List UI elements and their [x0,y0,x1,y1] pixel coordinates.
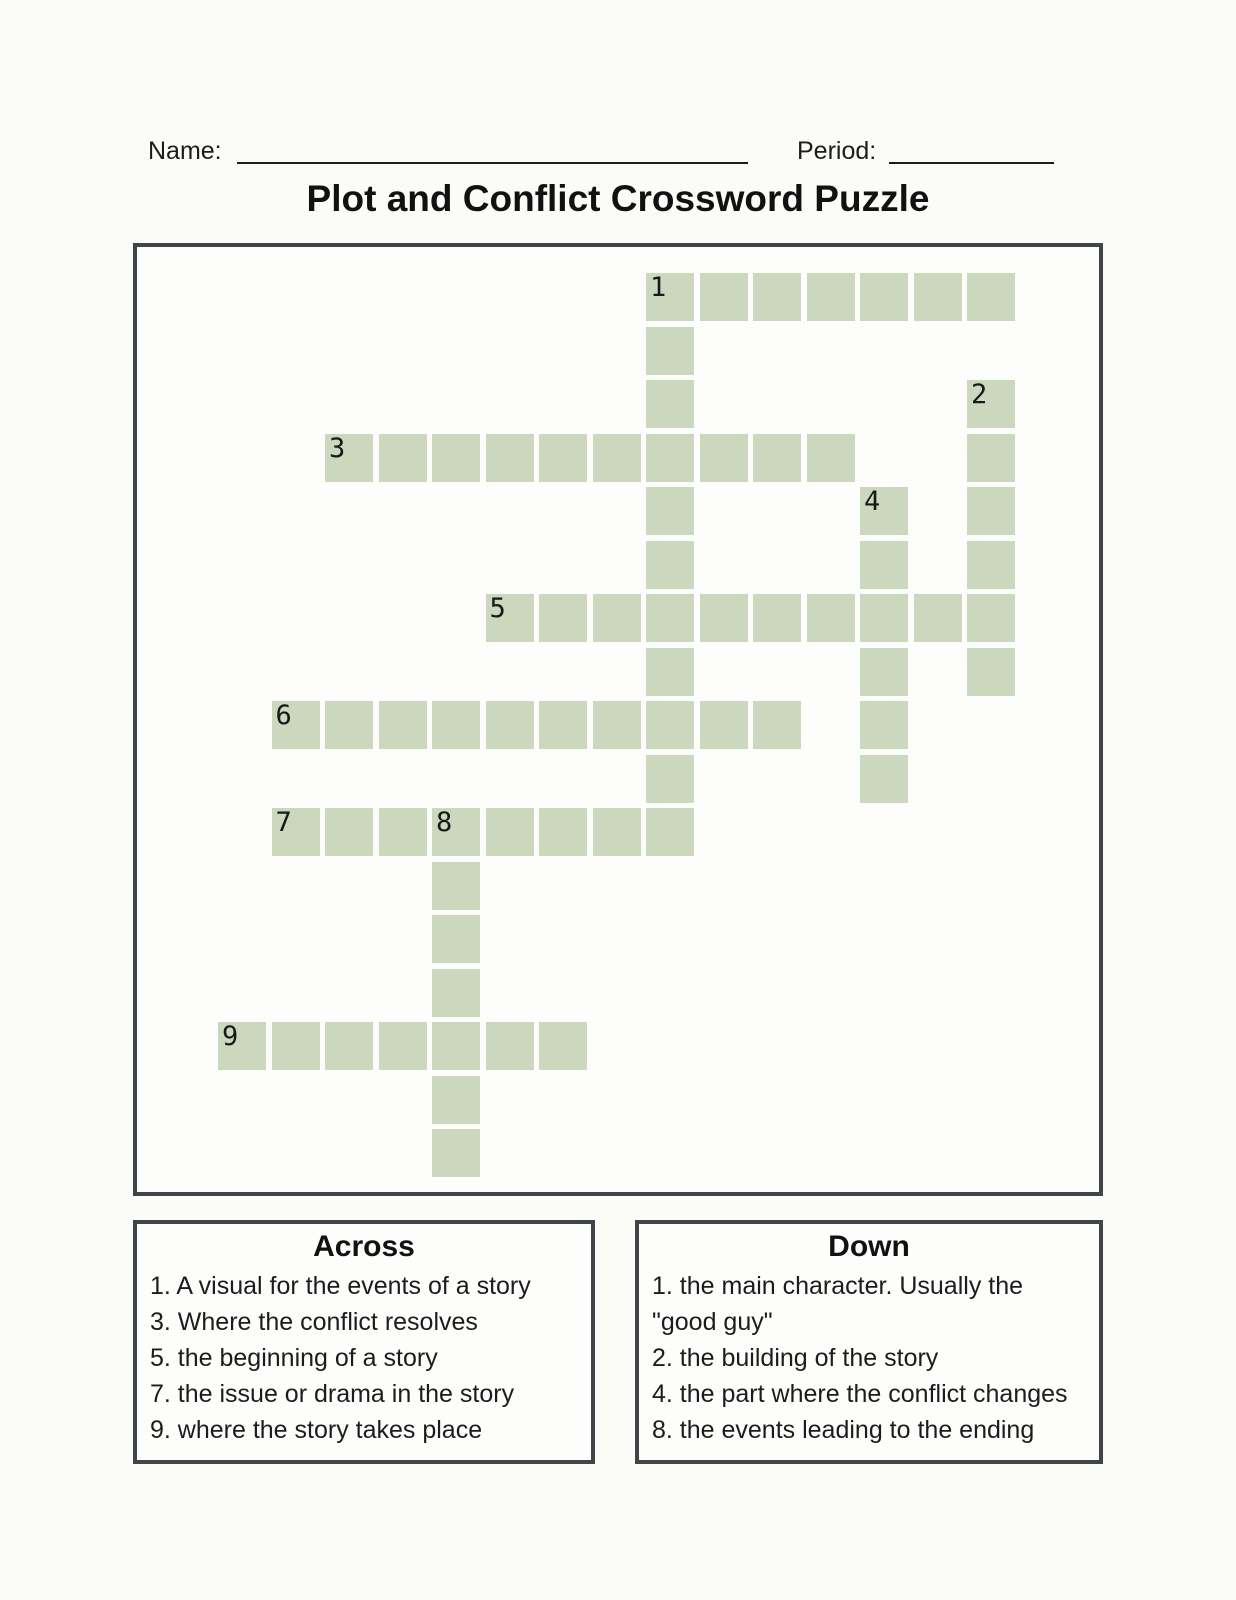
grid-cell[interactable] [700,701,748,749]
grid-cell[interactable] [753,434,801,482]
grid-cell[interactable] [432,862,480,910]
clue-item: 4. the part where the conflict changes [652,1380,1068,1408]
grid-cell[interactable] [432,915,480,963]
grid-cell[interactable] [646,648,694,696]
clue-item: 7. the issue or drama in the story [150,1380,515,1408]
grid-cell[interactable] [646,808,694,856]
clue-item: 1. the main character. Usually the [652,1272,1024,1300]
grid-cell[interactable] [700,434,748,482]
name-label: Name: [148,137,222,165]
grid-cell[interactable] [860,487,908,535]
down-title: Down [828,1230,910,1263]
grid-cell[interactable] [593,594,641,642]
across-clues-box [133,1220,595,1464]
name-input-line[interactable] [237,136,748,164]
grid-cell[interactable] [272,1022,320,1070]
clue-number: 6 [275,700,292,731]
clue-item: "good guy" [652,1308,773,1336]
grid-cell[interactable] [539,701,587,749]
grid-cell[interactable] [646,434,694,482]
grid-cell[interactable] [486,594,534,642]
grid-cell[interactable] [967,487,1015,535]
clue-item: 2. the building of the story [652,1344,939,1372]
grid-cell[interactable] [646,701,694,749]
across-clue-list [137,1268,591,1448]
grid-cell[interactable] [646,487,694,535]
grid-cell[interactable] [860,273,908,321]
grid-cell[interactable] [486,808,534,856]
grid-cell[interactable] [486,701,534,749]
grid-cell[interactable] [539,1022,587,1070]
clue-number: 5 [489,593,506,624]
grid-cell[interactable] [272,701,320,749]
grid-cell[interactable] [432,969,480,1017]
clue-item: 3. Where the conflict resolves [150,1308,478,1336]
grid-cell[interactable] [753,701,801,749]
grid-cell[interactable] [967,541,1015,589]
grid-cell[interactable] [753,273,801,321]
grid-cell[interactable] [646,273,694,321]
grid-cell[interactable] [432,808,480,856]
grid-cell[interactable] [914,594,962,642]
crossword-grid [133,243,1103,1196]
grid-cell[interactable] [700,594,748,642]
clue-item: 9. where the story takes place [150,1416,483,1444]
grid-cell[interactable] [432,1129,480,1177]
clue-number: 2 [971,379,988,410]
clue-number: 1 [650,272,667,303]
period-input-line[interactable] [889,136,1054,164]
grid-cell[interactable] [379,1022,427,1070]
clue-number: 7 [275,807,292,838]
grid-cell[interactable] [860,648,908,696]
grid-cell[interactable] [325,434,373,482]
grid-cell[interactable] [753,594,801,642]
grid-cell[interactable] [646,755,694,803]
grid-cell[interactable] [486,434,534,482]
grid-cell[interactable] [379,808,427,856]
grid-cell[interactable] [967,273,1015,321]
clue-number: 9 [222,1021,239,1052]
grid-cell[interactable] [218,1022,266,1070]
grid-cell[interactable] [432,1076,480,1124]
down-clue-list [639,1268,1099,1448]
grid-cell[interactable] [967,594,1015,642]
grid-cell[interactable] [807,434,855,482]
grid-cell[interactable] [379,434,427,482]
grid-cell[interactable] [700,273,748,321]
grid-cell[interactable] [539,594,587,642]
grid-cell[interactable] [593,701,641,749]
grid-cell[interactable] [646,380,694,428]
grid-cell[interactable] [539,808,587,856]
grid-cell[interactable] [432,1022,480,1070]
grid-cell[interactable] [807,594,855,642]
grid-cell[interactable] [807,273,855,321]
grid-cell[interactable] [379,701,427,749]
clue-number: 4 [864,486,881,517]
grid-cell[interactable] [325,1022,373,1070]
grid-cell[interactable] [860,701,908,749]
clue-item: 1. A visual for the events of a story [150,1272,531,1300]
grid-cell[interactable] [646,594,694,642]
grid-cell[interactable] [325,808,373,856]
grid-cell[interactable] [914,273,962,321]
grid-cell[interactable] [967,380,1015,428]
grid-cell[interactable] [539,434,587,482]
down-clues-box [635,1220,1103,1464]
clue-item: 8. the events leading to the ending [652,1416,1035,1444]
grid-cell[interactable] [860,755,908,803]
grid-cell[interactable] [860,594,908,642]
clue-number: 8 [436,807,453,838]
grid-cell[interactable] [646,327,694,375]
page-title: Plot and Conflict Crossword Puzzle [306,178,930,219]
grid-cell[interactable] [593,434,641,482]
clue-item: 5. the beginning of a story [150,1344,438,1372]
grid-cell[interactable] [486,1022,534,1070]
grid-cell[interactable] [325,701,373,749]
grid-cell[interactable] [967,434,1015,482]
across-title: Across [313,1230,415,1263]
grid-cell[interactable] [272,808,320,856]
grid-cell[interactable] [432,701,480,749]
clue-number: 3 [329,432,346,464]
grid-cell[interactable] [646,541,694,589]
grid-cell[interactable] [967,648,1015,696]
period-label: Period: [797,137,877,165]
grid-cell[interactable] [593,808,641,856]
grid-cell[interactable] [860,541,908,589]
grid-cell[interactable] [432,434,480,482]
